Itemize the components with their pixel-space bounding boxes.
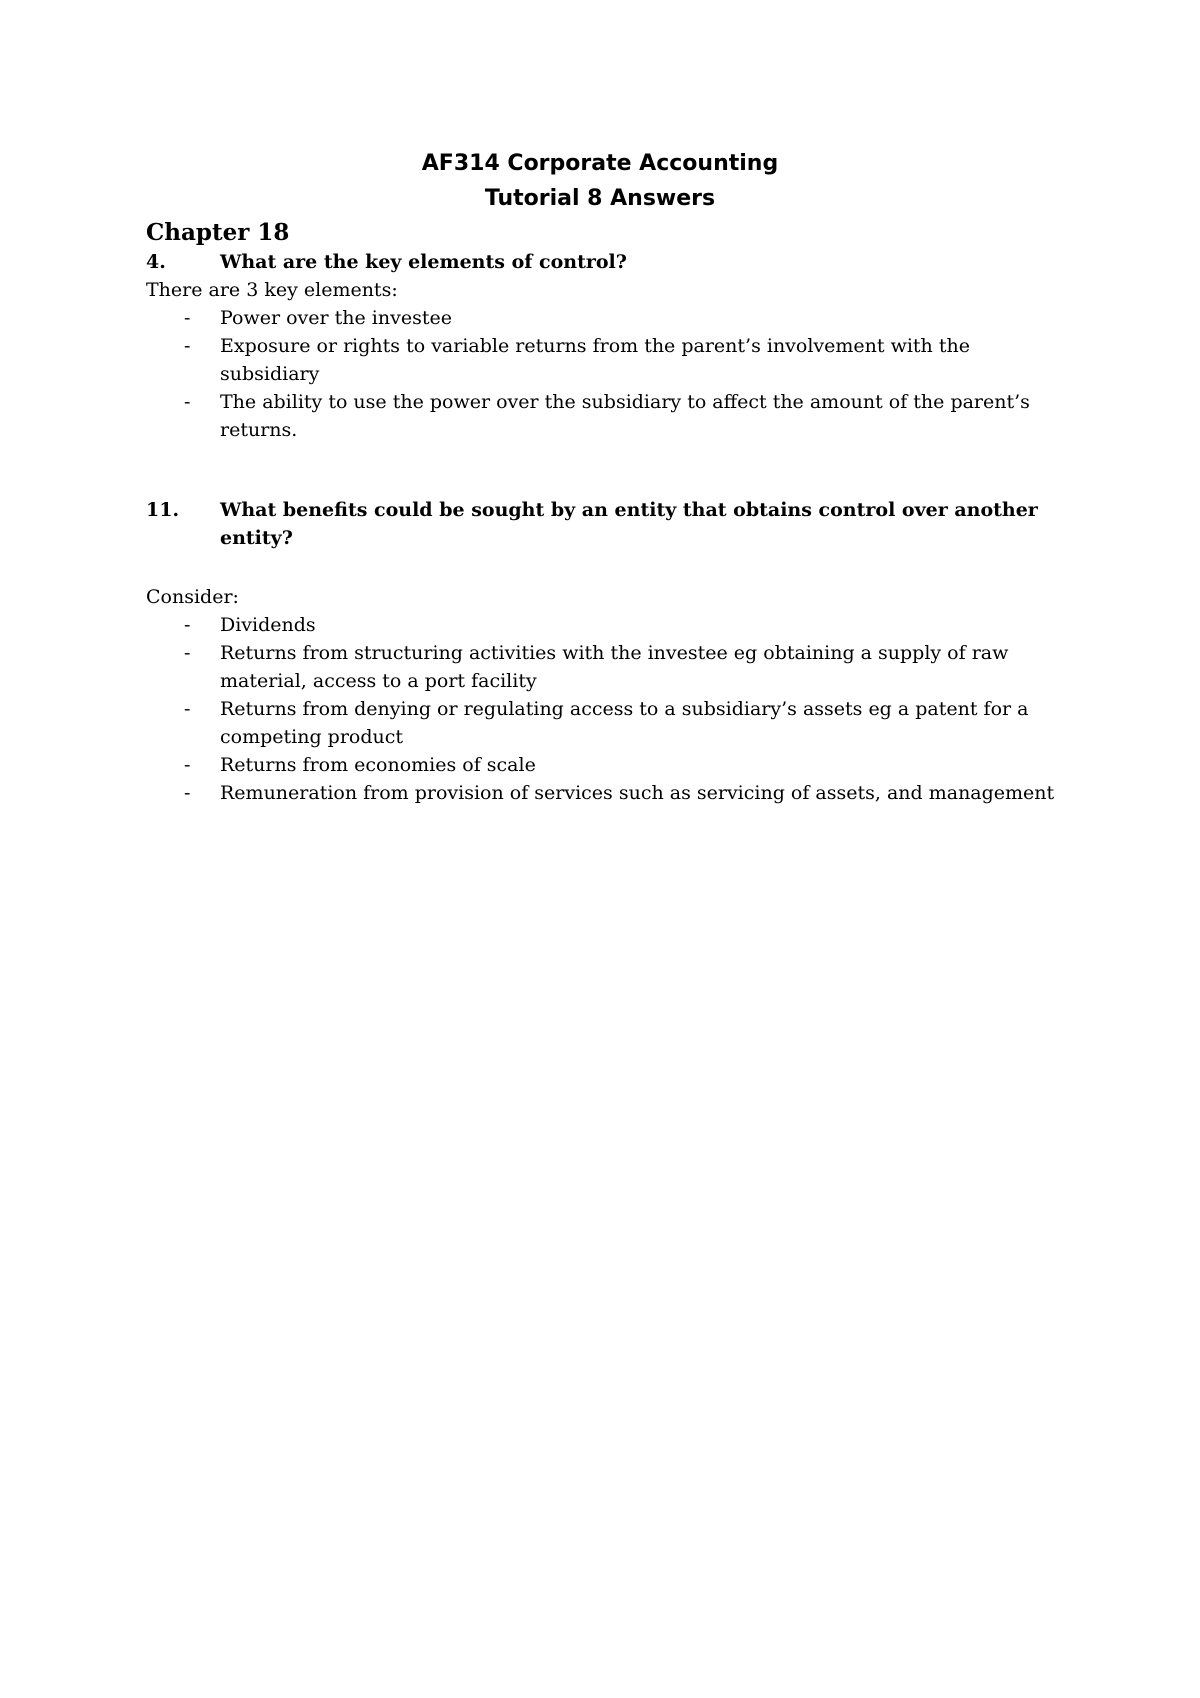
bullet-dash: - xyxy=(184,782,191,804)
bullet-dash: - xyxy=(184,335,191,357)
list-item-text: Power over the investee xyxy=(220,307,452,329)
list-item-text: Remuneration from provision of services such as servicing of assets, and management xyxy=(220,782,1055,804)
list-item xyxy=(146,332,1066,388)
question-number: 4. xyxy=(146,251,166,273)
list-item xyxy=(146,751,1066,779)
question-4 xyxy=(146,248,1046,276)
list-item xyxy=(146,695,1066,751)
bullet-dash: - xyxy=(184,391,191,413)
question-11 xyxy=(146,496,1046,552)
answer-list-4 xyxy=(146,304,1066,444)
list-item-text: Returns from denying or regulating access to a subsidiary’s assets eg a patent for a competing product xyxy=(220,698,1029,748)
bullet-dash: - xyxy=(184,642,191,664)
list-item-text: Returns from economies of scale xyxy=(220,754,536,776)
list-item xyxy=(146,388,1066,444)
chapter-heading: Chapter 18 xyxy=(146,219,290,246)
bullet-dash: - xyxy=(184,698,191,720)
list-item-text: Returns from structuring activities with the investee eg obtaining a supply of raw material, access to a port facility xyxy=(220,642,1009,692)
bullet-dash: - xyxy=(184,754,191,776)
list-item xyxy=(146,639,1066,695)
question-number: 11. xyxy=(146,499,180,521)
list-item xyxy=(146,779,1066,807)
list-item xyxy=(146,611,1066,639)
bullet-dash: - xyxy=(184,307,191,329)
question-text: What benefits could be sought by an entity that obtains control over another entity? xyxy=(220,499,1038,549)
answer-intro: There are 3 key elements: xyxy=(146,279,398,301)
bullet-dash: - xyxy=(184,614,191,636)
list-item xyxy=(146,304,1066,332)
list-item-text: The ability to use the power over the subsidiary to affect the amount of the parent’s returns. xyxy=(220,391,1030,441)
document-title: AF314 Corporate Accounting xyxy=(421,151,779,176)
answer-list-11 xyxy=(146,611,1066,807)
list-item-text: Exposure or rights to variable returns from the parent’s involvement with the subsidiary xyxy=(220,335,970,385)
list-item-text: Dividends xyxy=(220,614,316,636)
document-subtitle: Tutorial 8 Answers xyxy=(484,186,716,211)
question-text: What are the key elements of control? xyxy=(220,251,627,273)
answer-intro: Consider: xyxy=(146,586,239,608)
